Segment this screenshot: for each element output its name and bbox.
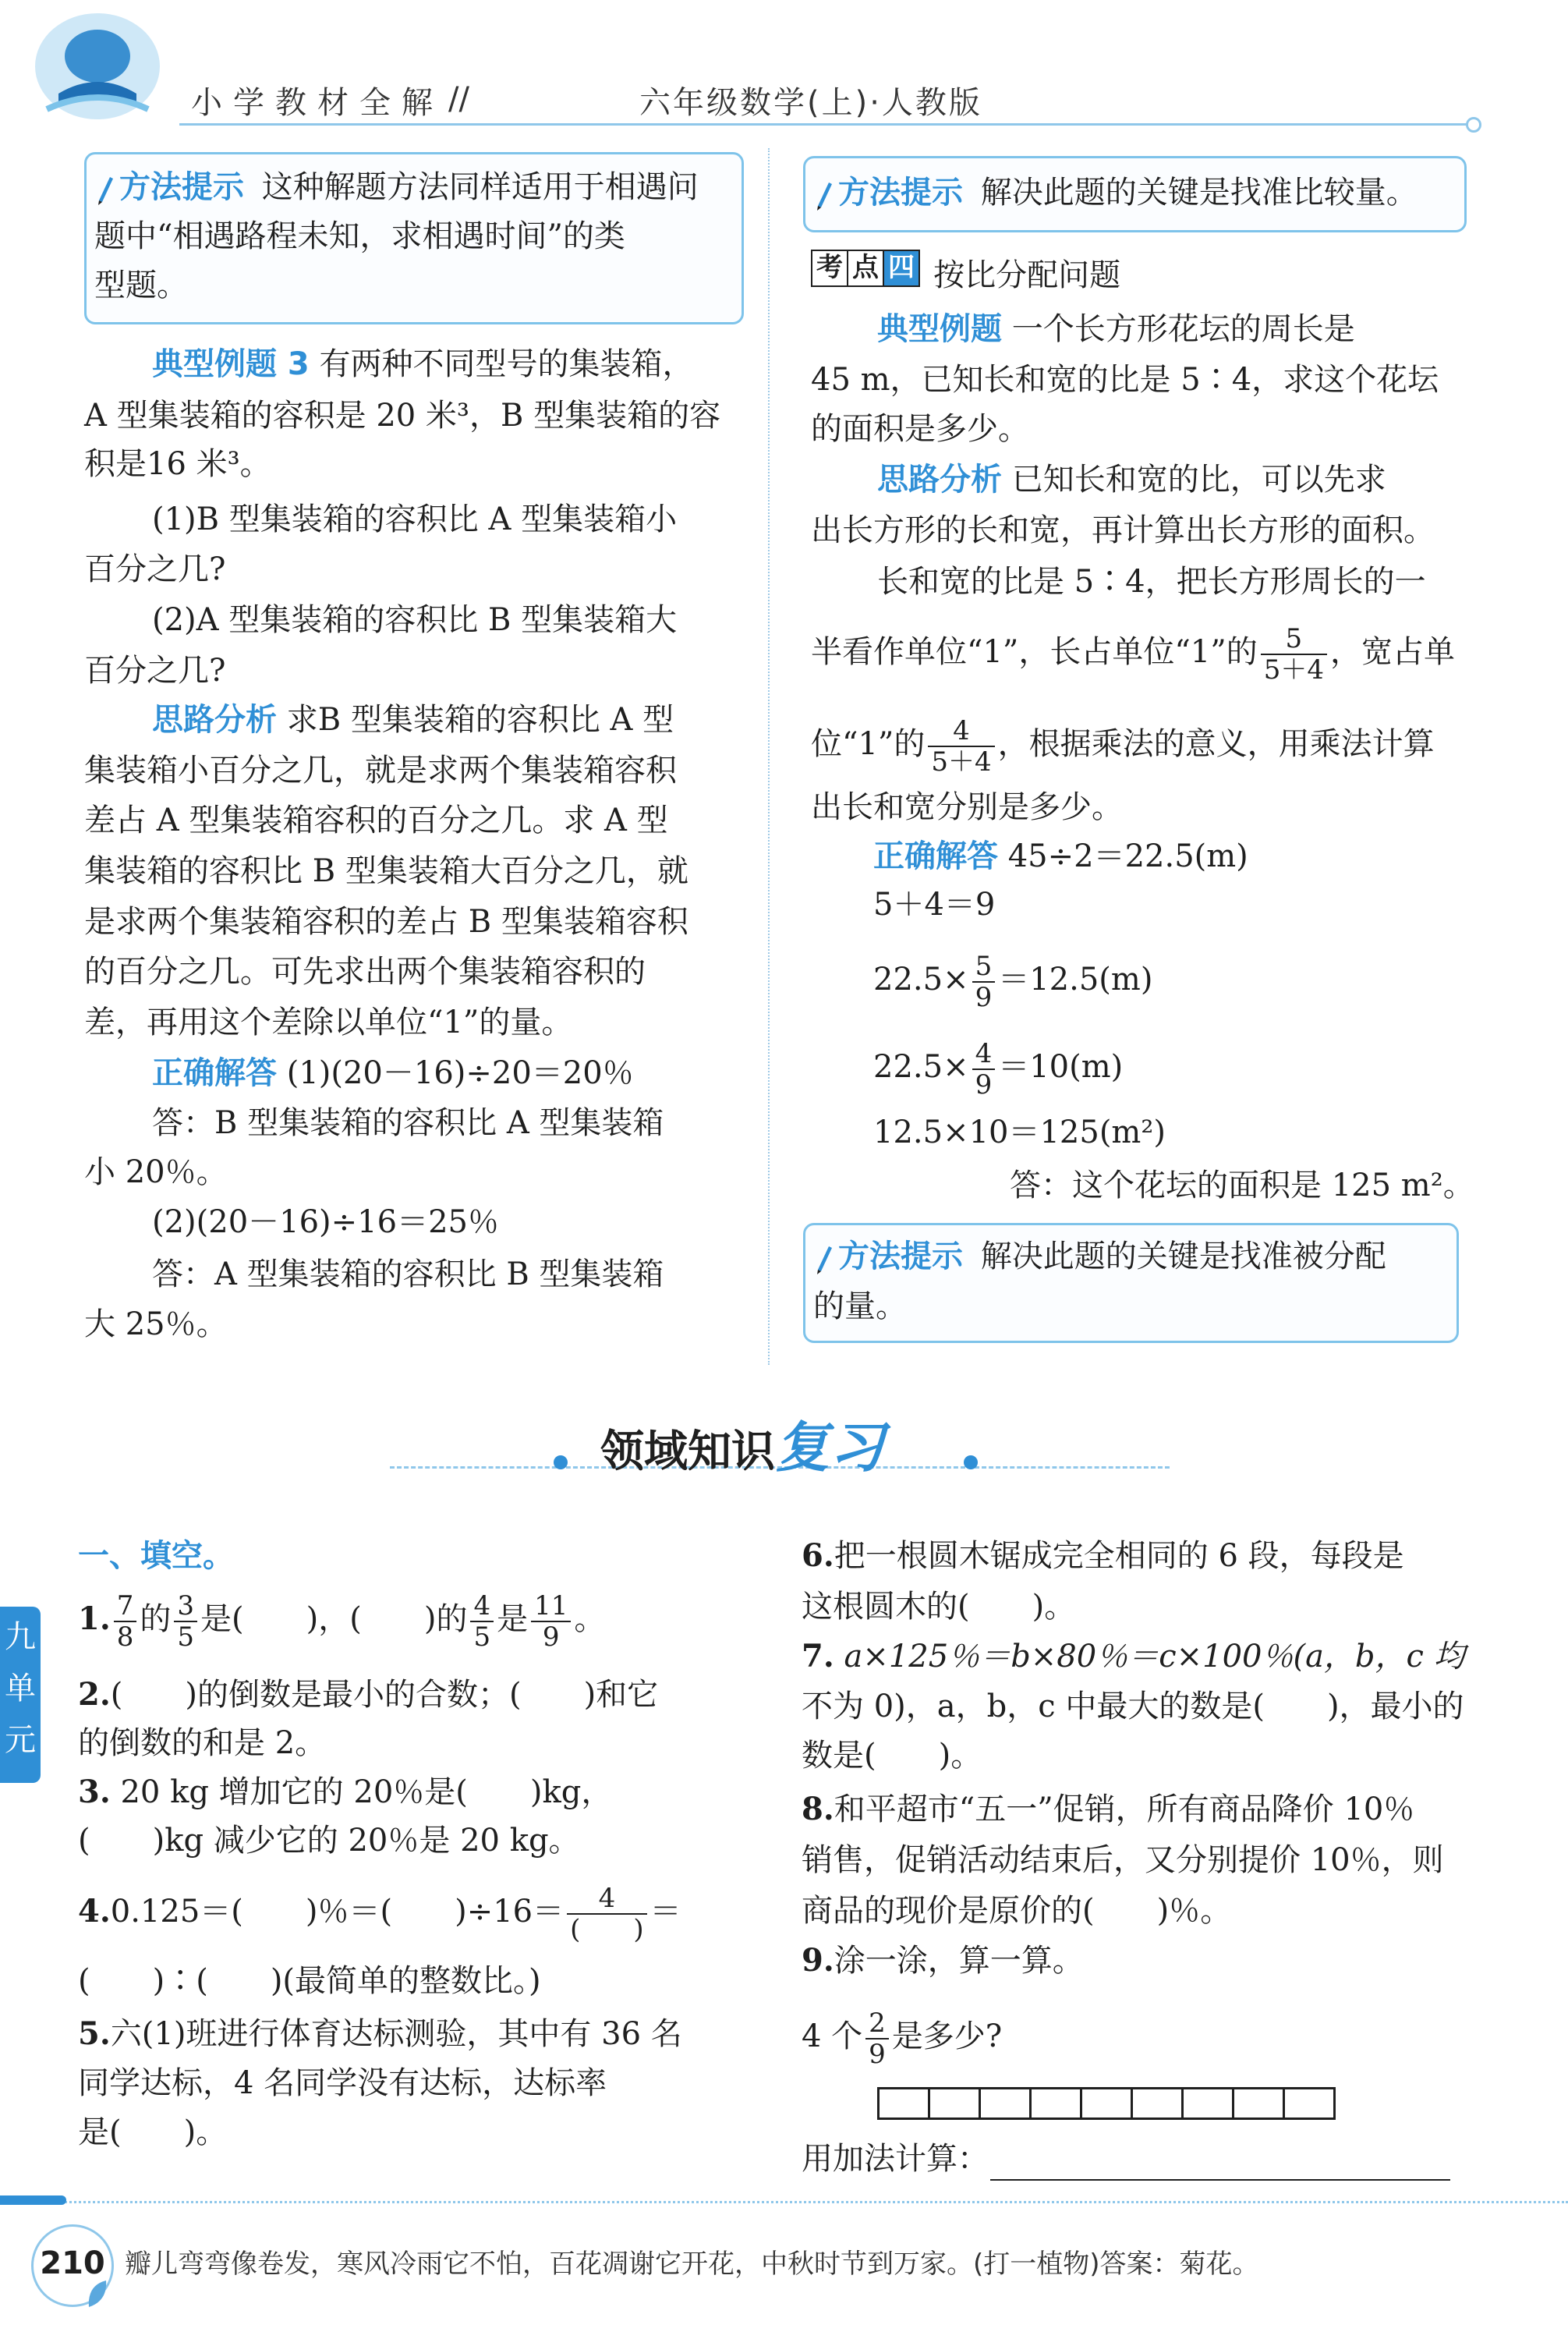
example-text: A 型集装箱的容积是 20 米³，B 型集装箱的容 xyxy=(84,398,721,434)
footer-riddle: 瓣儿弯弯像卷发，寒风冷雨它不怕，百花凋谢它开花，中秋时节到万家。(打一植物)答案：菊花。 xyxy=(125,2249,1259,2280)
header-dot-icon xyxy=(1466,117,1481,133)
question-text: 销售，促销活动结束后，又分别提价 10％，则 xyxy=(802,1842,1444,1878)
header-series: 小学教材全解 xyxy=(191,85,444,121)
question-9: 9.涂一涂，算一算。 xyxy=(802,1942,1084,1979)
analysis-text: 求B 型集装箱的容积比 A 型 xyxy=(277,702,674,738)
question-5: 5.六(1)班进行体育达标测验，其中有 36 名 xyxy=(78,2015,682,2052)
section-title-dot-icon xyxy=(964,1455,978,1469)
question-number: 7. xyxy=(802,1638,834,1675)
answer-text: 22.5× xyxy=(873,962,969,998)
page-number: 210 xyxy=(40,2245,105,2281)
pen-icon xyxy=(813,179,834,211)
question-number: 5. xyxy=(78,2015,111,2052)
fraction: $\frac{3}{5}$ xyxy=(174,1591,197,1652)
answer-label: 正确解答 xyxy=(152,1055,277,1091)
question-1: 1. $\frac{7}{8}$ 的 $\frac{3}{5}$ 是( )，( )的 $\frac{4}{5}$ 是 $\frac{11}{9}$ 。 xyxy=(78,1590,606,1653)
question-number: 1. xyxy=(78,1600,111,1637)
grid-cell[interactable] xyxy=(1181,2087,1234,2120)
analysis-text: 差占 A 型集装箱容积的百分之几。求 A 型 xyxy=(84,803,668,838)
analysis-text: 长和宽的比是 5∶4，把长方形周长的一 xyxy=(877,564,1426,600)
question-text: (2)A 型集装箱的容积比 B 型集装箱大 xyxy=(152,602,678,638)
question-3: 3. 20 kg 增加它的 20％是( )kg， xyxy=(78,1774,613,1810)
tip-text: 型题。 xyxy=(94,268,188,303)
fraction: $\frac{5}{5+4}$ xyxy=(1261,624,1327,685)
analysis-text: 差，再用这个差除以单位“1”的量。 xyxy=(84,1005,573,1040)
answer-text: 45÷2＝22.5(m) xyxy=(998,838,1248,874)
analysis-text: 半看作单位“1”，长占单位“1”的 xyxy=(811,634,1258,670)
example-text: 有两种不同型号的集装箱， xyxy=(309,346,694,382)
grid-cell[interactable] xyxy=(1029,2087,1082,2120)
example-text: 的面积是多少。 xyxy=(811,411,1029,447)
tip-label: 方法提示 xyxy=(119,169,244,205)
header-slash-icon: // xyxy=(448,81,469,117)
tip-box-3 xyxy=(803,1223,1459,1343)
question-number: 6. xyxy=(802,1537,834,1574)
section-title-part1: 领域知识 xyxy=(600,1426,775,1477)
analysis-text: 集装箱小百分之几，就是求两个集装箱容积 xyxy=(84,753,677,789)
grid-cell[interactable] xyxy=(979,2087,1032,2120)
question-text: 的倒数的和是 2。 xyxy=(78,1725,327,1761)
logo-icon xyxy=(31,8,164,125)
answer-text: 12.5×10＝125(m²) xyxy=(873,1115,1166,1150)
question-text: 商品的现价是原价的( )％。 xyxy=(802,1893,1232,1929)
analysis-text: 是求两个集装箱容积的差占 B 型集装箱容积 xyxy=(84,904,688,940)
fraction: $\frac{4}{5+4}$ xyxy=(928,716,994,777)
question-2: 2.( )的倒数是最小的合数；( )和它 xyxy=(78,1676,659,1713)
column-divider xyxy=(768,148,770,1365)
question-text: 这根圆木的( )。 xyxy=(802,1589,1076,1625)
grid-cell[interactable] xyxy=(877,2087,930,2120)
kaodian-char: 点 xyxy=(847,250,884,287)
fraction: $\frac{5}{9}$ xyxy=(972,952,996,1012)
question-number: 8. xyxy=(802,1791,834,1827)
pen-icon xyxy=(94,174,115,205)
question-number: 4. xyxy=(78,1893,111,1930)
pen-icon xyxy=(813,1243,834,1274)
shading-grid[interactable] xyxy=(877,2087,1333,2120)
fraction: $\frac{4}{9}$ xyxy=(972,1039,996,1100)
answer-text: 答：B 型集装箱的容积比 A 型集装箱 xyxy=(152,1105,664,1141)
fraction: $\frac{4}{( )}$ xyxy=(567,1884,647,1944)
side-tab-char: 单 xyxy=(5,1671,36,1706)
kaodian-title: 按比分配问题 xyxy=(933,257,1121,293)
question-text: 百分之几? xyxy=(84,653,226,689)
answer-text: 22.5× xyxy=(873,1049,969,1085)
kaodian-char: 四 xyxy=(883,250,920,287)
question-number: 3. xyxy=(78,1774,111,1810)
section-title-part2: 复习 xyxy=(775,1416,884,1480)
fraction: $\frac{4}{5}$ xyxy=(470,1591,494,1652)
tip-box-2 xyxy=(803,156,1467,232)
example-text: 积是16 米³。 xyxy=(84,446,271,482)
fraction: $\frac{11}{9}$ xyxy=(531,1591,571,1652)
header xyxy=(0,0,1568,133)
section-title-dot-icon xyxy=(554,1455,568,1469)
tip-text: 解决此题的关键是找准比较量。 xyxy=(980,175,1418,211)
question-text: 是( )。 xyxy=(78,2114,228,2150)
answer-text: (2)(20－16)÷16＝25％ xyxy=(152,1204,499,1240)
calc-label: 用加法计算： xyxy=(802,2141,989,2177)
analysis-text: 的百分之几。可先求出两个集装箱容积的 xyxy=(84,954,646,990)
answer-text: 大 25％。 xyxy=(84,1306,228,1342)
tip-box-1 xyxy=(84,152,744,324)
question-number: 2. xyxy=(78,1676,111,1713)
example-text: 45 m，已知长和宽的比是 5∶4，求这个花坛 xyxy=(811,362,1439,398)
question-4: 4.0.125＝( )％＝( )÷16＝ $\frac{4}{( )}$ ＝ xyxy=(78,1883,681,1945)
answer-text: ＝10(m) xyxy=(998,1049,1124,1085)
footer-rule xyxy=(0,2201,1568,2203)
side-tab-char: 元 xyxy=(5,1722,36,1758)
grid-cell[interactable] xyxy=(1131,2087,1184,2120)
example-label: 典型例题 xyxy=(877,311,1002,347)
tip-label: 方法提示 xyxy=(838,175,963,211)
analysis-text: 已知长和宽的比，可以先求 xyxy=(1002,462,1386,498)
question-number: 9. xyxy=(802,1942,834,1979)
exercise-heading: 一、填空。 xyxy=(78,1538,234,1574)
answer-text: ＝12.5(m) xyxy=(998,962,1153,998)
section-title xyxy=(600,1404,884,1483)
grid-cell[interactable] xyxy=(1283,2087,1336,2120)
footer-bar xyxy=(0,2195,66,2205)
analysis-label: 思路分析 xyxy=(152,702,277,738)
answer-label: 正确解答 xyxy=(873,838,998,874)
analysis-text: ，宽占单 xyxy=(1329,634,1455,670)
tip-text: 解决此题的关键是找准被分配 xyxy=(980,1239,1386,1274)
answer-text: 答：A 型集装箱的容积比 B 型集装箱 xyxy=(152,1256,664,1292)
fraction: $\frac{7}{8}$ xyxy=(114,1591,137,1652)
example-label: 典型例题 3 xyxy=(152,346,310,382)
analysis-text: 位“1”的 xyxy=(811,726,926,762)
header-book: 六年级数学(上)·人教版 xyxy=(639,85,982,121)
kaodian-char: 考 xyxy=(811,250,848,287)
analysis-label: 思路分析 xyxy=(877,462,1002,498)
question-text: 百分之几? xyxy=(84,551,226,587)
tip-text: 这种解题方法同样适用于相遇问 xyxy=(261,169,699,205)
analysis-text: ，根据乘法的意义，用乘法计算 xyxy=(997,726,1435,762)
question-6: 6.把一根圆木锯成完全相同的 6 段，每段是 xyxy=(802,1537,1404,1574)
header-rule xyxy=(179,123,1472,126)
leaf-icon xyxy=(86,2277,109,2312)
analysis-text: 出长和宽分别是多少。 xyxy=(811,789,1123,825)
side-tab xyxy=(0,1607,41,1783)
tip-text: 题中“相遇路程未知，求相遇时间”的类 xyxy=(94,218,625,254)
question-text: (1)B 型集装箱的容积比 A 型集装箱小 xyxy=(152,501,678,537)
question-text: 数是( )。 xyxy=(802,1738,982,1774)
side-tab-char: 九 xyxy=(5,1619,36,1655)
tip-text: 的量。 xyxy=(813,1288,907,1324)
grid-cell[interactable] xyxy=(1080,2087,1133,2120)
kaodian-header xyxy=(811,250,1120,293)
answer-line[interactable] xyxy=(990,2179,1450,2181)
answer-final: 答：这个花坛的面积是 125 m²。 xyxy=(1010,1168,1474,1203)
answer-text: 小 20％。 xyxy=(84,1154,228,1190)
answer-text: (1)(20－16)÷20＝20％ xyxy=(277,1055,634,1091)
question-7: 7. a×125％＝b×80％＝c×100％(a，b，c 均 xyxy=(802,1638,1465,1675)
analysis-text: 出长方形的长和宽，再计算出长方形的面积。 xyxy=(811,512,1435,548)
example-text: 一个长方形花坛的周长是 xyxy=(1002,311,1355,347)
answer-text: 5＋4＝9 xyxy=(873,887,996,923)
question-8: 8.和平超市“五一”促销，所有商品降价 10％ xyxy=(802,1791,1415,1827)
question-text: 同学达标，4 名同学没有达标，达标率 xyxy=(78,2065,607,2101)
analysis-text: 集装箱的容积比 B 型集装箱大百分之几，就 xyxy=(84,853,688,889)
fraction: $\frac{2}{9}$ xyxy=(865,2008,889,2069)
grid-cell[interactable] xyxy=(1232,2087,1285,2120)
question-text: 不为 0)，a，b，c 中最大的数是( )，最小的 xyxy=(802,1689,1464,1724)
question-text: ( )∶( )(最简单的整数比。) xyxy=(78,1963,541,1999)
grid-cell[interactable] xyxy=(928,2087,981,2120)
tip-label: 方法提示 xyxy=(838,1239,963,1274)
question-text: ( )kg 减少它的 20％是 20 kg。 xyxy=(78,1823,580,1859)
